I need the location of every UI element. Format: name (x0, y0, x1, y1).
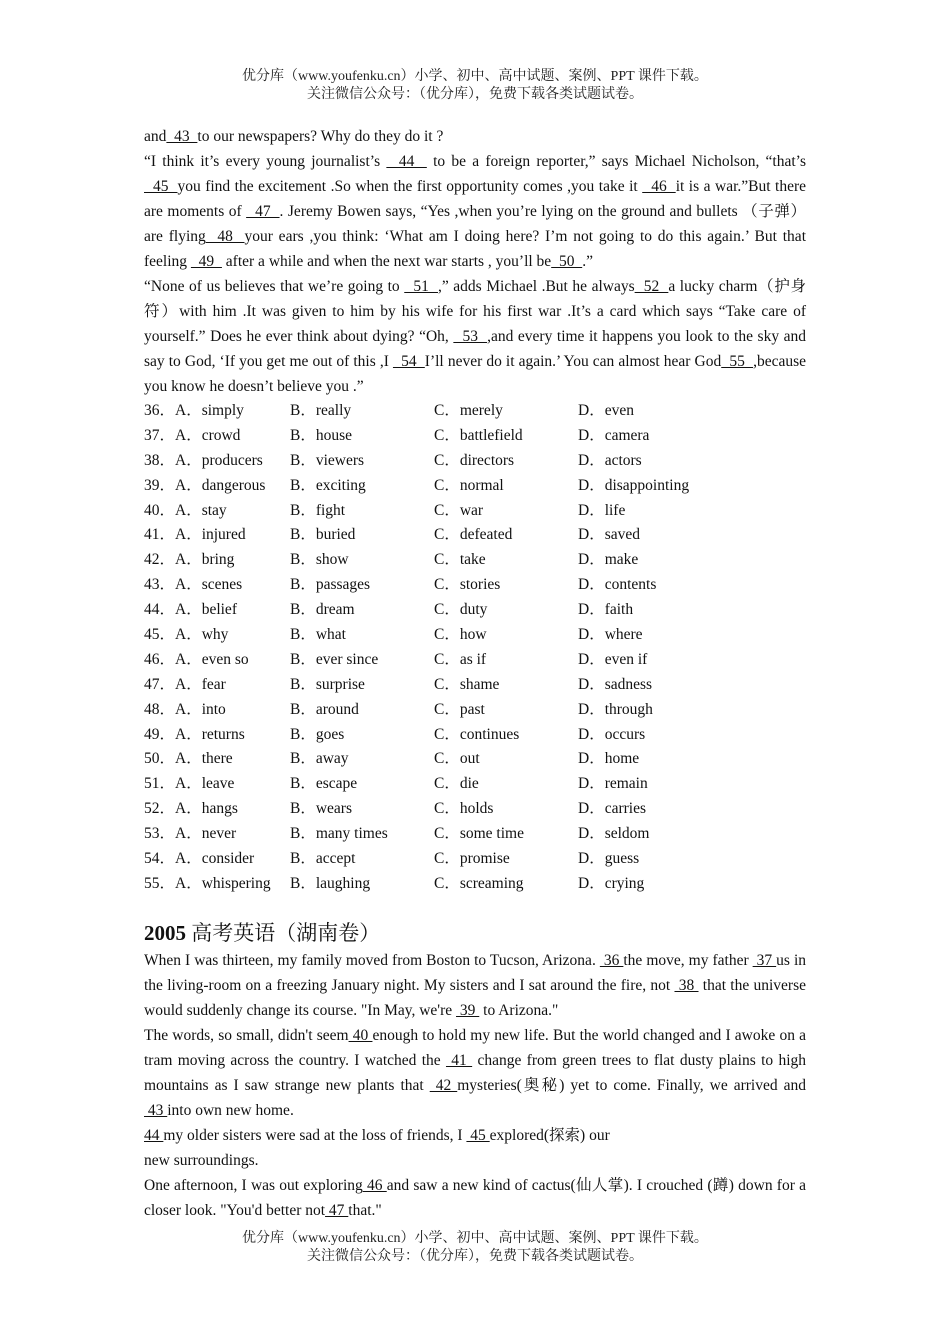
question-row (144, 598, 806, 623)
option-d: D．life (578, 501, 626, 519)
question-row (144, 573, 806, 598)
section-title (144, 919, 806, 947)
paragraph (144, 274, 806, 399)
blank-number: 44 (386, 153, 427, 170)
option-b: B．ever since (290, 650, 379, 668)
question-row (144, 523, 806, 548)
option-a: 55．A．whispering (144, 874, 271, 892)
option-a: 43．A．scenes (144, 576, 243, 594)
option-d: D．remain (578, 775, 648, 793)
option-b: B．viewers (290, 451, 365, 469)
text-run: new surroundings. (144, 1151, 259, 1169)
answer-options (144, 399, 806, 897)
option-b: B．escape (290, 775, 358, 793)
question-row (144, 499, 806, 524)
question-row (144, 797, 806, 822)
option-c: C．merely (434, 402, 503, 419)
blank-number: 48 (205, 228, 245, 245)
option-c: C．war (434, 501, 484, 519)
blank-number: 46 (642, 178, 676, 195)
question-row (144, 822, 806, 847)
option-a: 41．A．injured (144, 526, 246, 544)
question-row (144, 648, 806, 673)
text-run: .” (582, 253, 593, 270)
blank-number: 37 (752, 951, 777, 969)
text-run: ,” adds Michael .But he always (437, 278, 635, 295)
text-run: ,and every time it happens you look to the sky and say to God, ‘If you get me out of this ,I (144, 328, 807, 370)
option-a: 52．A．hangs (144, 800, 238, 818)
paragraph (144, 149, 806, 274)
paragraph (144, 948, 806, 1023)
text-run: mysteries(奥秘) yet to come. Finally, we arrived and (457, 1076, 807, 1094)
option-a: 47．A．fear (144, 675, 226, 693)
option-c: C．duty (434, 601, 488, 619)
option-b: B．passages (290, 576, 371, 594)
paragraph (144, 1173, 806, 1223)
option-c: C．shame (434, 675, 500, 693)
option-b: B．buried (290, 526, 356, 544)
text-run: to Arizona." (479, 1001, 559, 1019)
option-b: B．house (290, 426, 353, 444)
question-row (144, 723, 806, 748)
blank-number: 45 (466, 1126, 490, 1144)
option-b: B．dream (290, 601, 355, 619)
text-run: that the universe would suddenly change its course. "In May, we're (144, 976, 806, 1019)
option-a: 42．A．bring (144, 551, 235, 569)
blank-number: 47 (325, 1201, 349, 1219)
option-d: D．carries (578, 800, 646, 818)
text-run: change from green trees to flat dusty plains to high mountains as I saw strange new plants that (144, 1051, 807, 1094)
blank-number: 44 (144, 1126, 164, 1144)
option-a: 48．A．into (144, 700, 226, 718)
text-run: to our newspapers? Why do they do it ? (197, 128, 444, 145)
option-d: D．camera (578, 426, 650, 444)
option-a: 36．A．simply (144, 402, 244, 419)
option-c: C．screaming (434, 874, 524, 892)
option-d: D．where (578, 626, 643, 644)
blank-number: 38 (674, 976, 699, 994)
section-title-year: 2005 (144, 920, 186, 945)
text-run: my older sisters were sad at the loss of friends, I (163, 1126, 467, 1144)
option-a: 54．A．consider (144, 850, 255, 868)
option-a: 46．A．even so (144, 650, 249, 668)
blank-number: 40 (348, 1026, 373, 1044)
option-a: 37．A．crowd (144, 426, 241, 444)
option-b: B．what (290, 626, 346, 644)
paragraph (144, 1148, 806, 1173)
option-a: 40．A．stay (144, 501, 227, 519)
question-row (144, 548, 806, 573)
text-run: and saw a new kind of cactus(仙人掌). I crouched (蹲) down for a closer look. "You'd better not (144, 1176, 807, 1219)
header-line-2: 关注微信公众号：（优分库），免费下载各类试题试卷。 (307, 87, 643, 102)
question-row (144, 747, 806, 772)
text-run: ,because you know he doesn’t believe you .” (144, 353, 807, 395)
option-d: D．seldom (578, 825, 650, 843)
text-run: One afternoon, I was out exploring (144, 1176, 363, 1194)
page-footer (0, 1230, 950, 1266)
blank-number: 43 (166, 128, 198, 145)
text-run: that." (348, 1201, 382, 1219)
option-d: D．crying (578, 874, 645, 892)
question-row (144, 847, 806, 872)
blank-number: 50 (551, 253, 583, 270)
option-b: B．accept (290, 850, 356, 868)
option-d: D．saved (578, 526, 640, 544)
text-run: it is a war.”But there are moments of (144, 178, 806, 220)
footer-line-1: 优分库（www.youfenku.cn）小学、初中、高中试题、案例、PPT 课件下载。 (242, 1231, 708, 1246)
option-c: C．promise (434, 850, 510, 868)
option-c: C．continues (434, 725, 520, 743)
blank-number: 53 (453, 328, 488, 345)
option-c: C．as if (434, 650, 487, 668)
document-body (144, 124, 806, 1223)
text-run: The words, so small, didn't seem (144, 1026, 349, 1044)
text-run: “I think it’s every young journalist’s (144, 153, 387, 170)
text-run: explored(探索) our (489, 1126, 610, 1144)
paragraph (144, 124, 806, 149)
blank-number: 46 (362, 1176, 387, 1194)
section-title-text: 高考英语（湖南卷） (186, 920, 381, 945)
question-row (144, 399, 806, 424)
text-run: the move, my father (623, 951, 753, 969)
paragraph (144, 1123, 806, 1148)
blank-number: 47 (246, 203, 280, 220)
option-d: D．home (578, 750, 640, 768)
option-d: D．contents (578, 576, 657, 594)
option-a: 45．A．why (144, 626, 229, 644)
option-c: C．directors (434, 451, 515, 469)
text-run: a lucky charm（护身符）with him .It was given to him by his wife for his first war .It’s a card which says “Take care of yourself.” Does he ever think about dying? “Oh, (144, 278, 807, 345)
option-b: B．away (290, 750, 349, 768)
option-a: 39．A．dangerous (144, 476, 266, 494)
passage-1 (144, 124, 806, 399)
text-run: us in the living-room on a freezing January night. My sisters and I sat around the fire, not (144, 951, 807, 994)
question-row (144, 872, 806, 897)
option-c: C．how (434, 626, 487, 644)
question-row (144, 424, 806, 449)
header-line-1: 优分库（www.youfenku.cn）小学、初中、高中试题、案例、PPT 课件下载。 (242, 69, 708, 84)
option-a: 51．A．leave (144, 775, 235, 793)
option-a: 53．A．never (144, 825, 237, 843)
text-run: and (144, 128, 167, 145)
option-b: B．exciting (290, 476, 366, 494)
option-b: B．really (290, 402, 352, 419)
blank-number: 41 (445, 1051, 473, 1069)
option-a: 38．A．producers (144, 451, 263, 469)
option-c: C．normal (434, 476, 504, 494)
option-b: B．wears (290, 800, 352, 818)
option-b: B．goes (290, 725, 345, 743)
blank-number: 54 (392, 353, 425, 370)
blank-number: 55 (721, 353, 754, 370)
option-c: C．some time (434, 825, 524, 843)
option-d: D．faith (578, 601, 634, 619)
option-b: B．laughing (290, 874, 371, 892)
option-d: D．through (578, 700, 653, 718)
blank-number: 39 (456, 1001, 480, 1019)
text-run: I’ll never do it again.’ You can almost hear God (424, 353, 722, 370)
text-run: When I was thirteen, my family moved from Boston to Tucson, Arizona. (144, 951, 600, 969)
question-row (144, 698, 806, 723)
option-a: 44．A．belief (144, 601, 237, 619)
blank-number: 42 (429, 1076, 458, 1094)
option-c: C．out (434, 750, 480, 768)
option-b: B．show (290, 551, 349, 569)
option-d: D．disappointing (578, 476, 690, 494)
option-b: B．surprise (290, 675, 365, 693)
page-header (0, 68, 950, 104)
text-run: into own new home. (167, 1101, 294, 1119)
option-d: D．actors (578, 451, 642, 469)
blank-number: 45 (144, 178, 178, 195)
question-row (144, 623, 806, 648)
text-run: to be a foreign reporter,” says Michael Nicholson, “that’s (426, 153, 807, 170)
question-row (144, 673, 806, 698)
option-c: C．die (434, 775, 479, 793)
blank-number: 52 (634, 278, 669, 295)
option-b: B．fight (290, 501, 346, 519)
blank-number: 49 (190, 253, 222, 270)
question-row (144, 474, 806, 499)
text-run: enough to hold my new life. But the world changed and I awoke on a tram moving across the country. I watched the (144, 1026, 807, 1069)
option-a: 50．A．there (144, 750, 233, 768)
option-c: C．holds (434, 800, 494, 818)
passage-2 (144, 948, 806, 1223)
footer-line-2: 关注微信公众号：（优分库），免费下载各类试题试卷。 (307, 1249, 643, 1264)
option-c: C．past (434, 700, 485, 718)
text-run: you find the excitement .So when the first opportunity comes ,you take it (177, 178, 643, 195)
text-run: . Jeremy Bowen says, “Yes ,when you’re lying on the ground and bullets （子弹）are flying (144, 203, 806, 245)
option-d: D．even if (578, 650, 648, 668)
option-c: C．defeated (434, 526, 513, 544)
blank-number: 43 (144, 1101, 168, 1119)
text-run: after a while and when the next war starts , you’ll be (221, 253, 552, 270)
option-d: D．even (578, 402, 634, 419)
option-c: C．stories (434, 576, 501, 594)
option-d: D．guess (578, 850, 640, 868)
option-a: 49．A．returns (144, 725, 245, 743)
text-run: “None of us believes that we’re going to (144, 278, 405, 295)
blank-number: 51 (404, 278, 438, 295)
option-b: B．many times (290, 825, 388, 843)
paragraph (144, 1023, 806, 1123)
option-b: B．around (290, 700, 359, 718)
option-d: D．sadness (578, 675, 653, 693)
text-run: your ears ,you think: ‘What am I doing here? I’m not going to do this again.’ But that feeling (144, 228, 806, 270)
question-row (144, 772, 806, 797)
blank-number: 36 (599, 951, 624, 969)
option-d: D．make (578, 551, 639, 569)
option-c: C．take (434, 551, 486, 569)
option-d: D．occurs (578, 725, 646, 743)
question-row (144, 449, 806, 474)
option-c: C．battlefield (434, 426, 523, 444)
